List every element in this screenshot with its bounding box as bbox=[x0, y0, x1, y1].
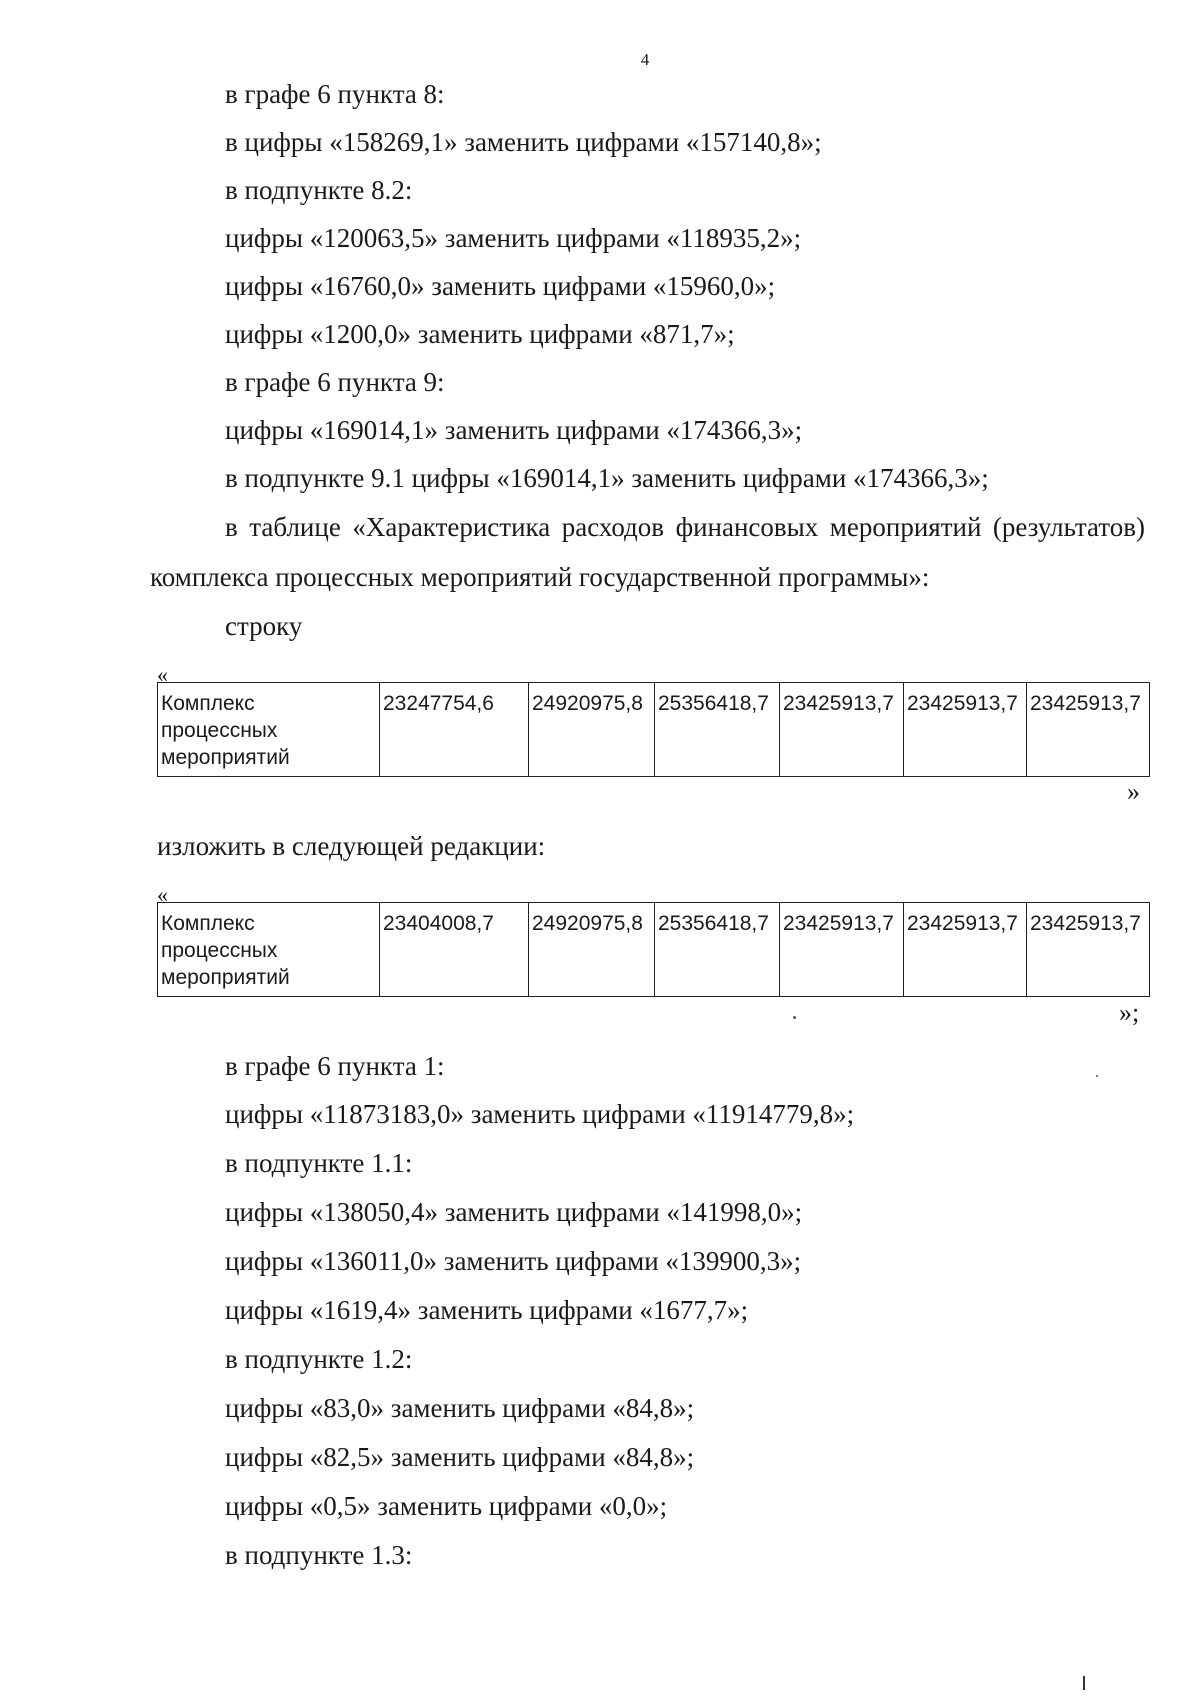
amendment-line: в графе 6 пункта 8: bbox=[225, 79, 445, 109]
amendment-line: в подпункте 9.1 цифры «169014,1» заменить цифрами «174366,3»; bbox=[225, 463, 989, 493]
value-cell: 24920975,8 bbox=[529, 683, 655, 777]
amendment-line: в подпункте 8.2: bbox=[225, 175, 413, 205]
value-cell: 25356418,7 bbox=[655, 903, 780, 997]
value-cell: 23425913,7 bbox=[904, 903, 1027, 997]
amendment-line: цифры «82,5» заменить цифрами «84,8»; bbox=[225, 1442, 695, 1472]
amendment-line: цифры «83,0» заменить цифрами «84,8»; bbox=[225, 1393, 695, 1423]
table-row bbox=[158, 903, 1150, 997]
amendment-line: цифры «16760,0» заменить цифрами «15960,0»; bbox=[225, 271, 776, 301]
amendment-line: цифры «0,5» заменить цифрами «0,0»; bbox=[225, 1491, 668, 1521]
row-word: строку bbox=[225, 611, 303, 641]
amendment-line: цифры «138050,4» заменить цифрами «141998,0»; bbox=[225, 1197, 803, 1227]
amendment-line: цифры «136011,0» заменить цифрами «139900,3»; bbox=[225, 1246, 802, 1276]
close-quote: »; bbox=[1119, 998, 1140, 1027]
amendment-line: в подпункте 1.2: bbox=[225, 1344, 413, 1374]
amendment-line: цифры «11873183,0» заменить цифрами «11914779,8»; bbox=[225, 1099, 855, 1129]
amendment-line: в цифры «158269,1» заменить цифрами «157140,8»; bbox=[225, 127, 822, 157]
amendment-line: в графе 6 пункта 1: bbox=[225, 1051, 445, 1081]
amendment-line: в подпункте 1.1: bbox=[225, 1148, 413, 1178]
value-cell: 25356418,7 bbox=[655, 683, 780, 777]
old-row-table bbox=[157, 682, 1150, 777]
margin-tick bbox=[1083, 1676, 1085, 1690]
open-quote: « bbox=[157, 662, 168, 687]
table-row bbox=[158, 683, 1150, 777]
value-cell: 24920975,8 bbox=[529, 903, 655, 997]
close-quote: » bbox=[1127, 777, 1140, 806]
new-row-table bbox=[157, 902, 1150, 997]
value-cell: 23425913,7 bbox=[1027, 683, 1150, 777]
value-cell: 23425913,7 bbox=[780, 903, 904, 997]
amendment-line: цифры «1619,4» заменить цифрами «1677,7»; bbox=[225, 1295, 749, 1325]
open-quote: « bbox=[157, 882, 168, 907]
row-label-cell: Комплекс процессных мероприятий bbox=[158, 903, 380, 997]
value-cell: 23425913,7 bbox=[780, 683, 904, 777]
amendment-line: цифры «1200,0» заменить цифрами «871,7»; bbox=[225, 319, 735, 349]
row-label-cell: Комплекс процессных мероприятий bbox=[158, 683, 380, 777]
amendment-line: цифры «169014,1» заменить цифрами «174366,3»; bbox=[225, 415, 803, 445]
value-cell: 23425913,7 bbox=[1027, 903, 1150, 997]
page-number: 4 bbox=[640, 50, 650, 69]
value-cell: 23247754,6 bbox=[380, 683, 529, 777]
replace-phrase: изложить в следующей редакции: bbox=[157, 831, 546, 861]
amendment-line: в графе 6 пункта 9: bbox=[225, 367, 445, 397]
value-cell: 23425913,7 bbox=[904, 683, 1027, 777]
table-intro-paragraph: в таблице «Характеристика расходов финансовых мероприятий (результатов) комплекса процессных мероприятий государственной программы»: bbox=[150, 512, 1145, 592]
amendment-line: цифры «120063,5» заменить цифрами «118935,2»; bbox=[225, 223, 802, 253]
value-cell: 23404008,7 bbox=[380, 903, 529, 997]
scan-speck bbox=[793, 1016, 796, 1019]
scan-speck bbox=[1096, 1075, 1098, 1077]
amendment-line: в подпункте 1.3: bbox=[225, 1540, 413, 1570]
